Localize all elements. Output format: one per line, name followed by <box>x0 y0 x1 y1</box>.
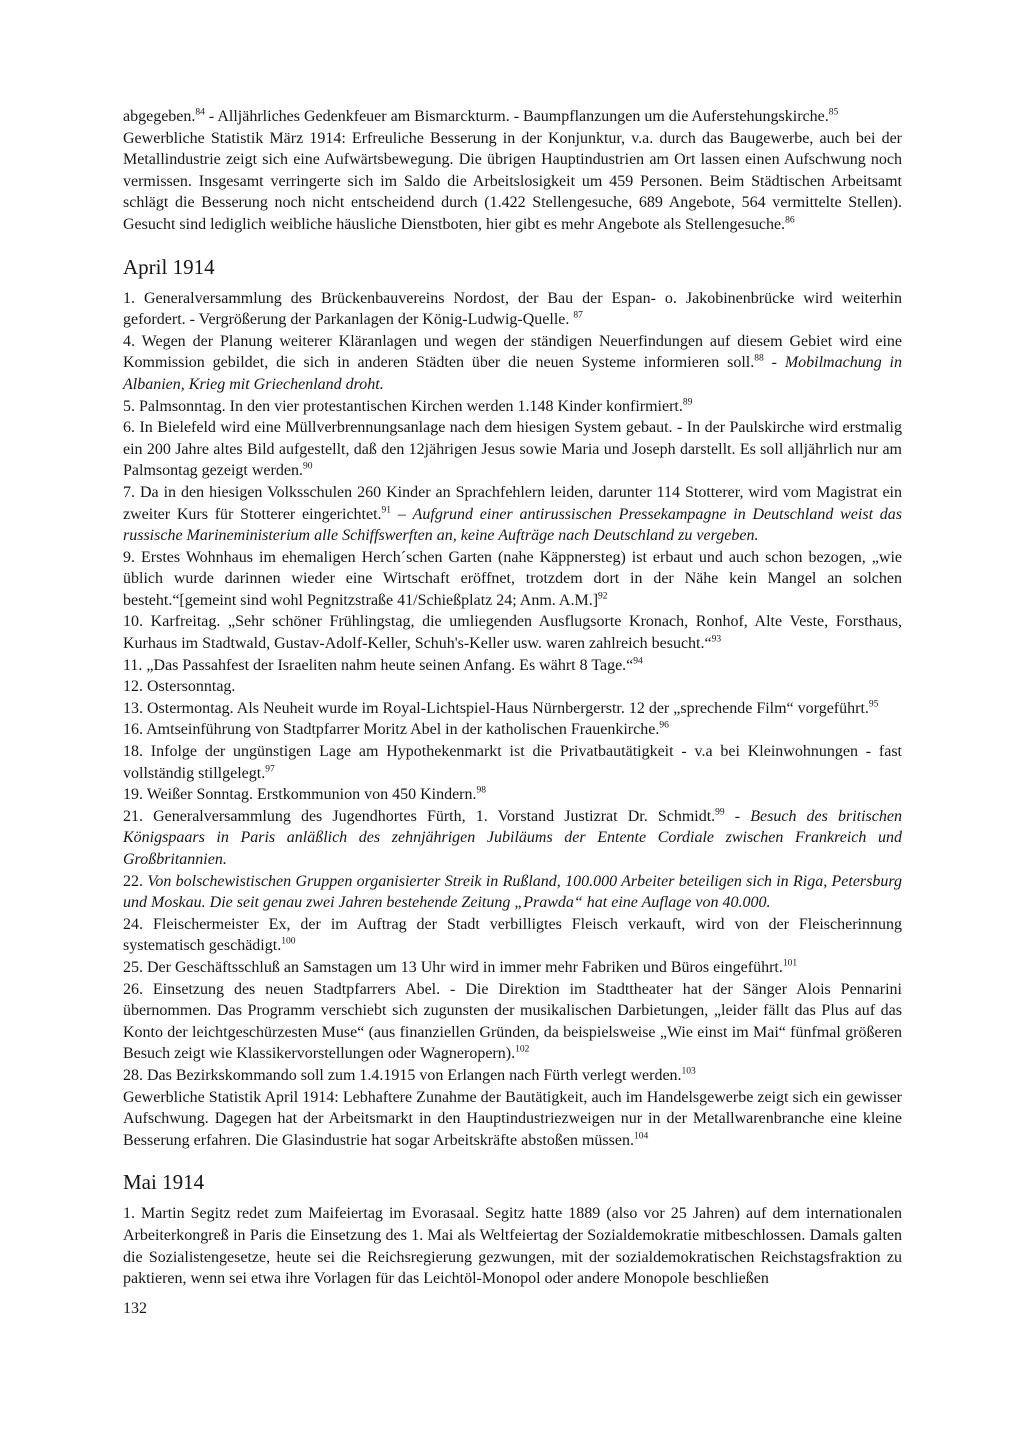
footnote-ref: 89 <box>682 397 693 408</box>
paragraph <box>123 979 902 1065</box>
text-run: 7. Da in den hiesigen Volksschulen 260 Kinder an Sprachfehlern leiden, darunter 114 Stotterer, wird vom Magistrat ein zweiter Kurs für Stotterer eingerichtet. <box>123 483 902 523</box>
text-run: 5. Palmsonntag. In den vier protestantischen Kirchen werden 1.148 Kinder konfirmiert. <box>123 397 683 415</box>
text-run: 26. Einsetzung des neuen Stadtpfarrers Abel. - Die Direktion im Stadttheater hat der Sänger Alois Pennarini übernommen. Das Programm verschiebt sich zugunsten der musikalischen Darbietungen, „leider fällt das Plus auf das Konto der leichtgeschürzesten Muse“ (aus finanziellen Gründen, da beispielsweise „Wie einst im Mai“ fünfmal größeren Besuch zeigt wie Klassikervorstellungen oder Wagneropern). <box>123 980 902 1063</box>
footnote-ref: 84 <box>195 107 205 118</box>
paragraph <box>123 676 902 698</box>
text-run: - Alljährliches Gedenkfeuer am Bismarckturm. - Baumpflanzungen um die Auferstehungskirche. <box>204 108 829 125</box>
paragraph <box>123 288 902 331</box>
italic-text: Aufgrund einer antirussischen Pressekampagne in Deutschland weist das russische Marineministerium alle Schiffswerften an, keine Aufträge nach Deutschland zu vergeben. <box>123 505 903 545</box>
footnote-ref: 92 <box>598 591 608 602</box>
page-number: 132 <box>123 1300 147 1317</box>
italic-text: Von bolschewistischen Gruppen organisierter Streik in Rußland, 100.000 Arbeiter beteiligen sich in Riga, Petersburg und Moskau. Die seit genau zwei Jahren bestehende Zeitung „Prawda“ hat eine Auflage von 40.000. <box>123 872 902 912</box>
footnote-ref: 86 <box>785 215 795 226</box>
italic-text: Mobilmachung in Albanien, Krieg mit Griechenland droht. <box>123 354 903 393</box>
text-run: 11. „Das Passahfest der Israeliten nahm heute seinen Anfang. Es währt 8 Tage.“ <box>123 656 634 674</box>
footnote-ref: 100 <box>281 937 296 948</box>
paragraph <box>123 611 902 654</box>
text-run: - <box>763 354 785 372</box>
paragraph <box>123 957 902 979</box>
text-run: 1. Martin Segitz redet zum Maifeiertag im Evorasaal. Segitz hatte 1889 (also vor 25 Jahren) auf dem internationalen Arbeiterkongreß in Paris die Einsetzung des 1. Mai als Weltfeiertag der Sozialdemokratie mitbeschlossen. Damals galten die Sozialistengesetze, heute sei die Reichsregierung gezwungen, mit der sozialdemokratischen Reichstagsfraktion zu paktieren, wenn sei etwa ihre Vorlagen für das Leichtöl-Monopol oder andere Monopole beschließen <box>123 1205 902 1288</box>
footnote-ref: 97 <box>265 764 275 775</box>
text-run: 4. Wegen der Planung weiterer Kläranlagen und wegen der ständigen Neuerfindungen auf diesem Gebiet wird eine Kommission gebildet, die sich in anderen Städten über die neuen Systeme informieren soll. <box>123 332 902 372</box>
paragraph <box>123 331 902 396</box>
text-run: 22. <box>123 872 148 890</box>
paragraph <box>123 396 902 418</box>
text-run: 18. Infolge der ungünstigen Lage am Hypothekenmarkt ist die Privatbautätigkeit - v.a bei Kleinwohnungen - fast vollständig stillgelegt. <box>123 743 902 782</box>
paragraph <box>123 547 902 612</box>
text-run: - <box>724 807 751 825</box>
text-run: Gewerbliche Statistik April 1914: Lebhaftere Zunahme der Bautätigkeit, auch im Handelsgewerbe zeigt sich ein gewisser Aufschwung. Dagegen hat der Arbeitsmarkt in den Hauptindustriezweigen nur in der Metallwarenbranche eine kleine Besserung erfahren. Die Glasindustrie hat sogar Arbeitskräfte abstoßen müssen. <box>123 1088 902 1149</box>
text-run: 21. Generalversammlung des Jugendhortes Fürth, 1. Vorstand Justizrat Dr. Schmidt. <box>123 807 716 825</box>
footnote-ref: 95 <box>868 699 879 710</box>
paragraph <box>123 871 902 914</box>
paragraph <box>123 482 902 547</box>
text-run: 19. Weißer Sonntag. Erstkommunion von 450 Kindern. <box>123 786 477 804</box>
footnote-ref: 102 <box>515 1045 530 1056</box>
italic-text: Besuch des britischen Königspaars in Paris anläßlich des zehnjährigen Jubiläums der Entente Cordiale zwischen Frankreich und Großbritannien. <box>123 807 902 868</box>
footnote-ref: 96 <box>659 721 669 732</box>
paragraph <box>123 914 902 957</box>
paragraph <box>123 128 902 236</box>
footnote-ref: 85 <box>828 107 839 118</box>
text-run: 9. Erstes Wohnhaus im ehemaligen Herch´schen Garten (nahe Käppnersteg) ist erbaut und auch schon bezogen, „wie üblich wurde darinnen wieder eine Wirtschaft eröffnet, trotzdem dort in der Nähe kein Mangel an solchen besteht.“[gemeint sind wohl Pegnitzstraße 41/Schießplatz 24; Anm. A.M.] <box>123 548 902 609</box>
footnote-ref: 93 <box>711 634 722 645</box>
text-run: – <box>391 505 413 523</box>
footnote-ref: 103 <box>681 1066 696 1077</box>
text-run: 10. Karfreitag. „Sehr schöner Frühlingstag, die umliegenden Ausflugsorte Kronach, Ronhof, Alte Veste, Forsthaus, Kurhaus im Stadtwald, Gustav-Adolf-Keller, Schuh's-Keller usw. waren zahlreich besucht.“ <box>123 613 902 653</box>
paragraph <box>123 1065 902 1087</box>
paragraph <box>123 417 902 482</box>
footnote-ref: 87 <box>573 310 583 321</box>
page-content <box>123 106 902 1290</box>
paragraph <box>123 784 902 806</box>
paragraph <box>123 698 902 720</box>
paragraph <box>123 719 902 741</box>
text-run: 28. Das Bezirkskommando soll zum 1.4.1915 von Erlangen nach Fürth verlegt werden. <box>123 1066 682 1084</box>
section-heading: April 1914 <box>123 254 215 279</box>
text-run: 12. Ostersonntag. <box>123 678 236 696</box>
text-run: 24. Fleischermeister Ex, der im Auftrag der Stadt verbilligtes Fleisch verkauft, wird von der Fleischerinnung systematisch geschädigt. <box>123 915 902 955</box>
footnote-ref: 94 <box>633 656 643 667</box>
paragraph <box>123 806 902 871</box>
paragraph <box>123 106 902 128</box>
text-run: 16. Amtseinführung von Stadtpfarrer Moritz Abel in der katholischen Frauenkirche. <box>123 721 660 739</box>
paragraph <box>123 1087 902 1152</box>
text-run: 25. Der Geschäftsschluß an Samstagen um 13 Uhr wird in immer mehr Fabriken und Büros eingeführt. <box>123 958 783 976</box>
text-run: abgegeben. <box>123 108 196 125</box>
text-run: 6. In Bielefeld wird eine Müllverbrennungsanlage nach dem hiesigen System gebaut. - In der Paulskirche wird erstmalig ein 200 Jahre altes Bild aufgestellt, daß den 12jährigen Jesus sowie Maria und Joseph darstellt. Es soll alljährlich nur am Palmsontag gezeigt werden. <box>123 419 902 480</box>
footnote-ref: 88 <box>754 354 764 365</box>
footnote-ref: 90 <box>302 461 313 472</box>
text-run: 1. Generalversammlung des Brückenbauvereins Nordost, der Bau der Espan- o. Jakobinenbrücke wird weiterhin gefordert. - Vergrößerung der Parkanlagen der König-Ludwig-Quelle. <box>123 289 902 329</box>
footnote-ref: 101 <box>782 958 798 969</box>
footnote-ref: 99 <box>715 807 725 818</box>
text-run: Gewerbliche Statistik März 1914: Erfreuliche Besserung in der Konjunktur, v.a. durch das Baugewerbe, auch bei der Metallindustrie zeigt sich eine Aufwärtsbewegung. Die übrigen Hauptindustrien am Ort lassen einen Aufschwung noch vermissen. Insgesamt verringerte sich im Saldo die Arbeitslosigkeit um 459 Personen. Beim Städtischen Arbeitsamt schlägt die Besserung noch nicht entscheidend durch (1.422 Stellengesuche, 689 Angebote, 564 vermittelte Stellen). Gesucht sind lediglich weibliche häusliche Dienstboten, hier gibt es mehr Angebote als Stellengesuche. <box>123 129 902 233</box>
section-heading: Mai 1914 <box>123 1170 205 1195</box>
footnote-ref: 91 <box>381 505 392 516</box>
paragraph <box>123 741 902 784</box>
text-run: 13. Ostermontag. Als Neuheit wurde im Royal-Lichtspiel-Haus Nürnbergerstr. 12 der „sprechende Film“ vorgeführt. <box>123 699 869 717</box>
footnote-ref: 104 <box>633 1131 649 1142</box>
paragraph <box>123 655 902 677</box>
paragraph <box>123 1203 902 1289</box>
footnote-ref: 98 <box>476 785 486 796</box>
